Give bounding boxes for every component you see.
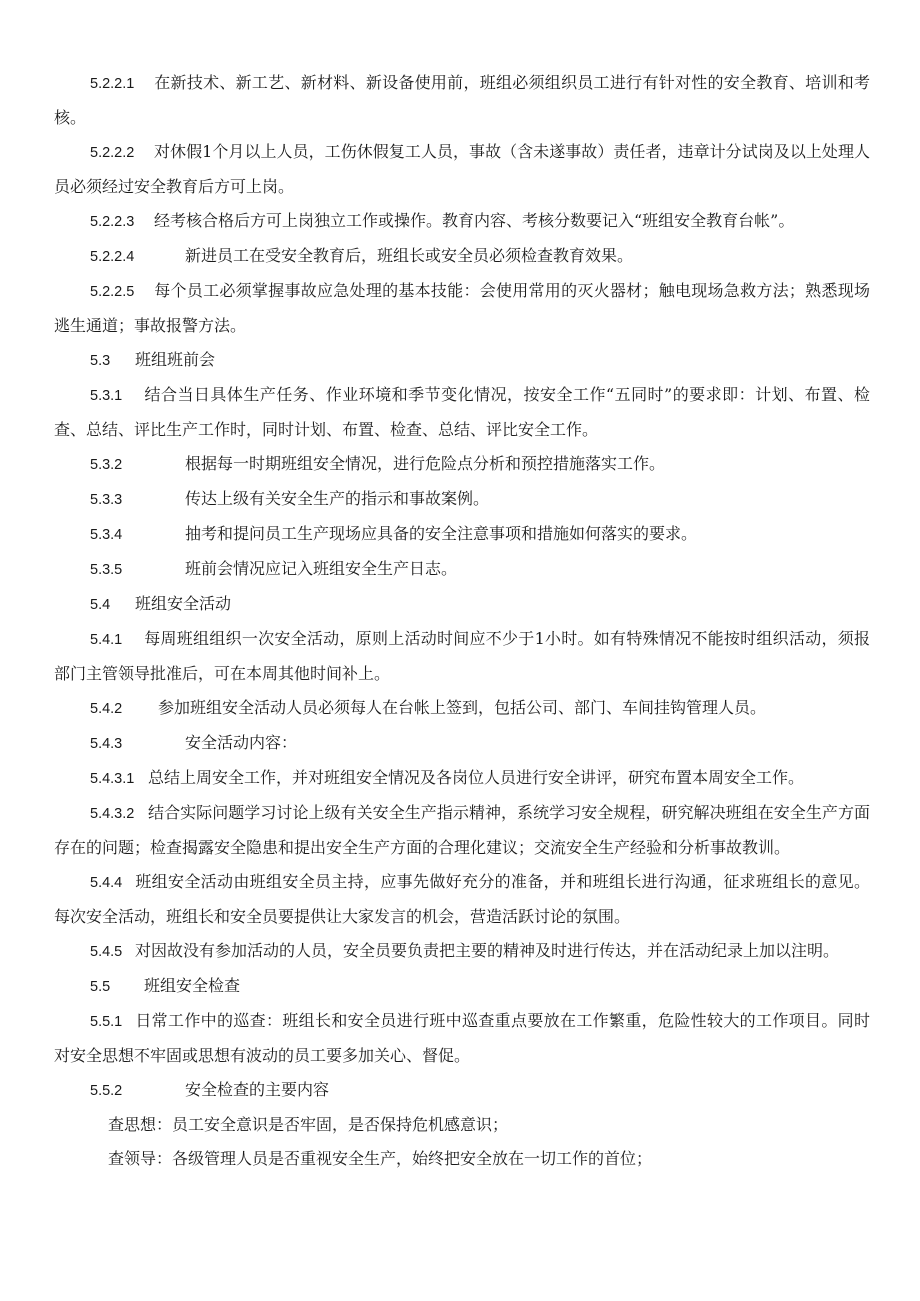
clause-number: 5.2.2.4 [90,249,135,265]
clause-text: 结合实际问题学习讨论上级有关安全生产指示精神，系统学习安全规程，研究解决班组在安全生产方面存在的问题；检查揭露安全隐患和提出安全生产方面的合理化建议；交流安全生产经验和分析事故教训。 [54,803,870,857]
clause-text: 抽考和提问员工生产现场应具备的安全注意事项和措施如何落实的要求。 [185,524,698,543]
clause-number: 5.5.2 [90,1083,123,1099]
section-title: 班组安全活动 [135,594,232,613]
paragraph-5-4-3-1 [54,761,870,796]
clause-number: 5.3.5 [90,562,123,578]
clause-text: 对因故没有参加活动的人员，安全员要负责把主要的精神及时进行传达，并在活动纪录上加以注明。 [135,941,840,960]
section-heading-5-5 [54,969,870,1004]
section-number: 5.3 [90,353,111,369]
clause-number: 5.2.2.3 [90,214,135,230]
section-number: 5.5 [90,979,111,995]
clause-number: 5.4.4 [90,875,123,891]
clause-text: 新进员工在受安全教育后，班组长或安全员必须检查教育效果。 [185,246,634,265]
clause-text: 经考核合格后方可上岗独立工作或操作。教育内容、考核分数要记入“班组安全教育台帐”。 [154,211,795,230]
clause-number: 5.4.5 [90,944,123,960]
clause-text: 根据每一时期班组安全情况，进行危险点分析和预控措施落实工作。 [185,454,666,473]
clause-number: 5.4.3.2 [90,806,135,822]
clause-text: 在新技术、新工艺、新材料、新设备使用前，班组必须组织员工进行有针对性的安全教育、培训和考核。 [54,73,870,127]
paragraph-5-4-3-2 [54,796,870,865]
clause-text: 每周班组组织一次安全活动，原则上活动时间应不少于1小时。如有特殊情况不能按时组织活动，须报部门主管领导批准后，可在本周其他时间补上。 [54,629,870,683]
clause-text: 安全活动内容： [185,733,298,752]
paragraph-5-3-4 [54,517,870,552]
clause-number: 5.2.2.2 [90,145,135,161]
clause-number: 5.4.3.1 [90,771,135,787]
paragraph-5-2-2-1 [54,66,870,135]
paragraph-5-3-2 [54,447,870,482]
clause-text: 结合当日具体生产任务、作业环境和季节变化情况，按安全工作“五同时”的要求即：计划、布置、检查、总结、评比生产工作时，同时计划、布置、检查、总结、评比安全工作。 [54,385,870,439]
section-title: 班组班前会 [135,350,216,369]
clause-text: 每个员工必须掌握事故应急处理的基本技能：会使用常用的灭火器材；触电现场急救方法；熟悉现场逃生通道；事故报警方法。 [54,281,870,335]
section-title: 班组安全检查 [144,976,241,995]
section-heading-5-4 [54,587,870,622]
clause-number: 5.2.2.5 [90,284,135,300]
section-heading-5-3 [54,343,870,378]
clause-text: 传达上级有关安全生产的指示和事故案例。 [185,489,490,508]
paragraph-5-3-3 [54,482,870,517]
clause-number: 5.3.3 [90,492,123,508]
clause-text: 对休假1个月以上人员，工伤休假复工人员，事故（含未遂事故）责任者，违章计分试岗及以上处理人员必须经过安全教育后方可上岗。 [54,142,870,196]
paragraph-5-4-5 [54,934,870,969]
clause-number: 5.2.2.1 [90,76,135,92]
paragraph-5-2-2-4 [54,239,870,274]
paragraph-5-3-5 [54,552,870,587]
clause-number: 5.3.1 [90,388,123,404]
clause-number: 5.4.3 [90,736,123,752]
paragraph-5-4-1 [54,622,870,691]
paragraph-5-3-1 [54,378,870,447]
paragraph-5-4-4 [54,865,870,934]
clause-number: 5.4.1 [90,632,123,648]
clause-text: 班前会情况应记入班组安全生产日志。 [185,559,458,578]
clause-text: 班组安全活动由班组安全员主持，应事先做好充分的准备，并和班组长进行沟通，征求班组长的意见。每次安全活动，班组长和安全员要提供让大家发言的机会，营造活跃讨论的氛围。 [54,872,870,926]
paragraph-5-4-2 [54,691,870,726]
paragraph-5-4-3 [54,726,870,761]
clause-text: 总结上周安全工作，并对班组安全情况及各岗位人员进行安全讲评，研究布置本周安全工作。 [148,768,805,787]
paragraph-5-2-2-5 [54,274,870,343]
clause-number: 5.3.2 [90,457,123,473]
clause-number: 5.4.2 [90,701,123,717]
check-item-thinking: 查思想：员工安全意识是否牢固，是否保持危机感意识； [108,1115,509,1134]
paragraph-5-2-2-2 [54,135,870,204]
clause-text: 日常工作中的巡查：班组长和安全员进行班中巡查重点要放在工作繁重，危险性较大的工作项目。同时对安全思想不牢固或思想有波动的员工要多加关心、督促。 [54,1011,870,1065]
clause-text: 安全检查的主要内容 [185,1080,330,1099]
paragraph-5-5-2 [54,1073,870,1108]
paragraph-5-5-1 [54,1004,870,1073]
clause-text: 参加班组安全活动人员必须每人在台帐上签到，包括公司、部门、车间挂钩管理人员。 [158,698,767,717]
section-number: 5.4 [90,597,111,613]
check-item-leadership: 查领导：各级管理人员是否重视安全生产，始终把安全放在一切工作的首位； [108,1149,653,1168]
clause-number: 5.3.4 [90,527,123,543]
clause-number: 5.5.1 [90,1014,123,1030]
paragraph-5-2-2-3 [54,204,870,239]
